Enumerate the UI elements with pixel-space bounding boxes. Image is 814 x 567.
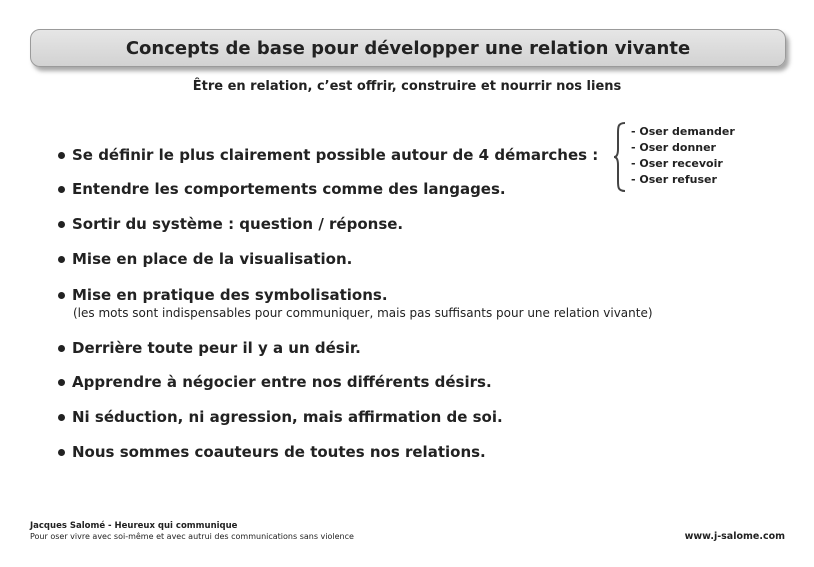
bullet-icon — [58, 221, 65, 228]
demarche-item: - Oser donner — [631, 141, 716, 154]
list-item-text: Mise en pratique des symbolisations. — [72, 286, 388, 304]
footer-author: Jacques Salomé - Heureux qui communique — [30, 521, 238, 531]
curly-brace-icon — [612, 121, 628, 193]
list-item-text: Nous sommes coauteurs de toutes nos relations. — [72, 443, 486, 461]
footer-website: www.j-salome.com — [684, 531, 785, 542]
page-title: Concepts de base pour développer une relation vivante — [125, 37, 691, 59]
bullet-icon — [58, 414, 65, 421]
list-item — [58, 286, 653, 320]
list-item — [58, 250, 352, 268]
demarche-item: - Oser recevoir — [631, 157, 723, 170]
list-item-text: Entendre les comportements comme des langages. — [72, 180, 506, 198]
bullet-icon — [58, 292, 65, 299]
list-item — [58, 339, 361, 357]
title-banner — [30, 29, 786, 67]
bullet-icon — [58, 256, 65, 263]
list-item-text: Sortir du système : question / réponse. — [72, 215, 404, 233]
list-item-text: Ni séduction, ni agression, mais affirmation de soi. — [72, 408, 503, 426]
list-item-note: (les mots sont indispensables pour communiquer, mais pas suffisants pour une relation vivante) — [73, 306, 653, 320]
bullet-icon — [58, 449, 65, 456]
list-item — [58, 443, 486, 461]
bullet-icon — [58, 379, 65, 386]
page-subtitle: Être en relation, c’est offrir, construire et nourrir nos liens — [192, 79, 622, 94]
list-item — [58, 408, 503, 426]
list-item-text: Derrière toute peur il y a un désir. — [72, 339, 361, 357]
bullet-icon — [58, 186, 65, 193]
bullet-icon — [58, 152, 65, 159]
list-item — [58, 146, 598, 164]
demarche-item: - Oser refuser — [631, 173, 717, 186]
demarches-list — [631, 124, 735, 188]
list-item-text: Se définir le plus clairement possible autour de 4 démarches : — [72, 146, 599, 164]
list-item — [58, 373, 492, 391]
footer-credits — [30, 521, 354, 541]
list-item-text: Mise en place de la visualisation. — [72, 250, 353, 268]
list-item — [58, 180, 506, 198]
list-item-text: Apprendre à négocier entre nos différents désirs. — [72, 373, 492, 391]
list-item — [58, 215, 403, 233]
bullet-icon — [58, 345, 65, 352]
footer-tagline: Pour oser vivre avec soi-même et avec autrui des communications sans violence — [30, 532, 354, 541]
demarche-item: - Oser demander — [631, 125, 735, 138]
